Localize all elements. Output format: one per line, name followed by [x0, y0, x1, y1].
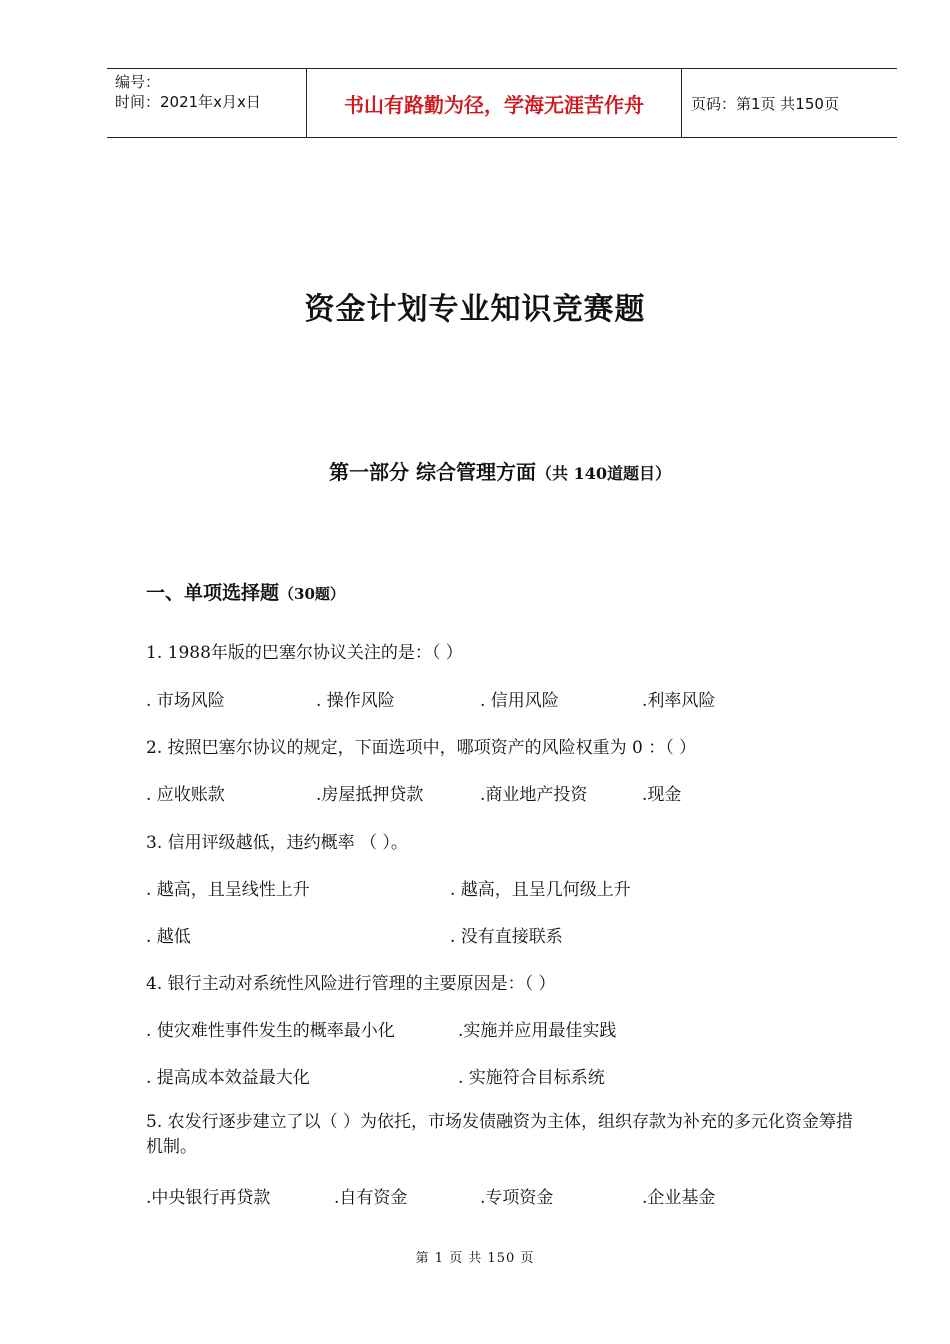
section-heading — [146, 578, 345, 605]
part-heading — [0, 456, 950, 485]
question-4-option-d: . 实施符合目标系统 — [458, 1068, 605, 1088]
page-footer: 第 1 页 共 150 页 — [415, 1251, 535, 1266]
page-header — [107, 68, 897, 138]
question-2-option-b: .房屋抵押贷款 — [316, 785, 424, 805]
question-5-option-b: .自有资金 — [334, 1188, 408, 1208]
question-1-option-b: . 操作风险 — [316, 691, 395, 711]
document-title: 资金计划专业知识竞赛题 — [304, 292, 646, 327]
question-1-option-c: . 信用风险 — [480, 691, 559, 711]
question-4: 4. 银行主动对系统性风险进行管理的主要原因是：（ ） — [146, 974, 556, 994]
question-4-option-b: .实施并应用最佳实践 — [458, 1021, 617, 1041]
header-meta — [107, 69, 307, 137]
question-1-option-a: . 市场风险 — [146, 691, 225, 711]
question-3-option-c: . 越低 — [146, 927, 191, 947]
question-3-option-d: . 没有直接联系 — [450, 927, 563, 947]
question-5-option-c: .专项资金 — [480, 1188, 554, 1208]
question-5: 5. 农发行逐步建立了以（ ）为依托，市场发债融资为主体，组织存款为补充的多元化资金筹措机制。 — [146, 1112, 854, 1157]
section-heading-main: 一、单项选择题 — [146, 582, 280, 604]
number-label: 编号： — [115, 73, 161, 91]
question-2-option-a: . 应收账款 — [146, 785, 225, 805]
question-2-option-c: .商业地产投资 — [480, 785, 588, 805]
question-2-option-d: .现金 — [642, 785, 682, 805]
section-heading-sub: （30题） — [279, 585, 345, 603]
header-page-code: 页码：第1页 共150页 — [691, 94, 839, 113]
question-3-option-b: . 越高，且呈几何级上升 — [450, 880, 631, 900]
question-5-option-a: .中央银行再贷款 — [146, 1188, 271, 1208]
question-3-option-a: . 越高，且呈线性上升 — [146, 880, 310, 900]
question-1: 1. 1988年版的巴塞尔协议关注的是：（ ） — [146, 643, 463, 663]
question-2: 2. 按照巴塞尔协议的规定，下面选项中，哪项资产的风险权重为 0 ：（ ） — [146, 738, 697, 758]
question-1-option-d: .利率风险 — [642, 691, 716, 711]
part-heading-main: 第一部分 综合管理方面 — [329, 460, 536, 484]
header-motto: 书山有路勤为径，学海无涯苦作舟 — [307, 69, 682, 137]
question-3: 3. 信用评级越低，违约概率 （ ）。 — [146, 833, 408, 853]
question-4-option-a: . 使灾难性事件发生的概率最小化 — [146, 1021, 395, 1041]
question-5-option-d: .企业基金 — [642, 1188, 716, 1208]
part-heading-sub: （共 140道题目） — [535, 464, 671, 483]
time-label: 时间：2021年x月x日 — [115, 93, 261, 111]
question-4-option-c: . 提高成本效益最大化 — [146, 1068, 310, 1088]
